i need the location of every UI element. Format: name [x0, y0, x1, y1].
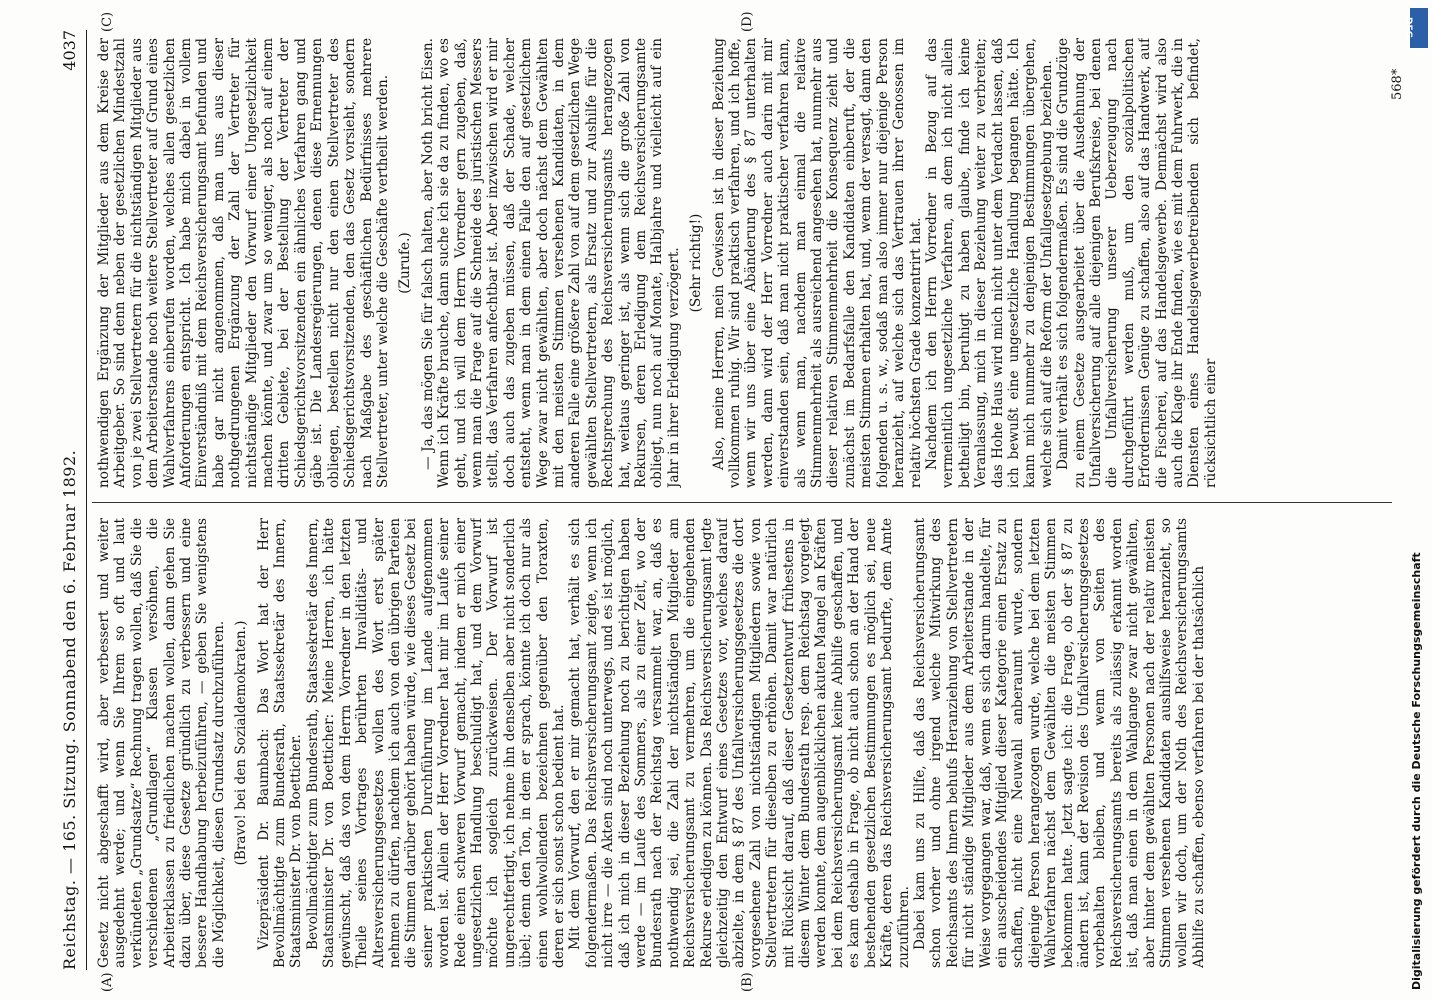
paragraph: nothwendigen Ergänzung der Mitglieder aus dem Kreise der Arbeitgeber. So sind denn neben der gesetzlichen Mindestzahl von je zwei Stellvertretern für die nichtständigen Mitglieder aus dem Arbeiterstande noch weitere Stellvertreter auf Grund eines Wahlverfahrens einberufen worden, welches allen gesetzlichen Anforderungen entspricht. Ich habe mich dabei in vollem Einverständniß mit dem Reichsversicherungsamt befunden und habe gar nicht angenommen, daß man uns aus dieser nothgedrungenen Ergänzung der Zahl der Vertreter für nichtständige Mitglieder den Vorwurf einer Ungesetzlichkeit machen könnte, und zwar um so weniger, als noch auf einem dritten Gebiete, bei der Bestellung der Vertreter der Schiedsgerichtsvorsitzenden ein ähnliches Verfahren gang und gäbe ist. Die Landesregierungen, denen diese Ernennungen obliegen, bestellen nicht nur den einen Stellvertreter des Schiedsgerichtsvorsitzenden, den das Gesetz vorsieht, sondern nach Maßgabe des geschäftlichen Bedürfnisses mehrere Stellvertreter, unter welche die Geschäfte vertheilt werden.: [96, 38, 391, 488]
margin-marker-d: (D): [740, 11, 755, 32]
header-rule: [86, 30, 87, 970]
paragraph: Dabei kam uns zu Hilfe, daß das Reichsversicherungsamt schon vorher und ohne irgend welche Mitwirkung des Reichsamts des Innern behufs Heranziehung von Stellvertretern für nicht ständige Mitglieder aus dem Arbeiterstande in der Weise vorgegangen war, daß, wenn es sich darum handelte, für ein ausscheidendes Mitglied dieser Kategorie einen Ersatz zu schaffen, nicht eine Neuwahl anberaumt wurde, sondern diejenige Person herangezogen wurde, welche bei dem letzten Wahlverfahren nächst dem Gewählten die meisten Stimmen bekommen hatte. Jetzt sagte ich: die Frage, ob der § 87 zu ändern ist, kann der Revision des Unfallversicherungsgesetzes vorbehalten bleiben, und wenn von Seiten des Reichsversicherungsamts bereits als zulässig erkannt worden ist, daß man einen in dem Wahlgange zwar nicht gewählten, aber hinter dem gewählten Personen nach der relativ meisten Stimmen versehenen Kandidaten aushilfsweise heranzieht, so wollen wir doch, um der Noth des Reichsversicherungsamts Abhilfe zu schaffen, ebenso verfahren bei der thatsächlich: [911, 518, 1207, 968]
sheet-signature: 568*: [1390, 68, 1405, 100]
margin-marker-b: (B): [740, 972, 755, 992]
column-divider: [92, 502, 1392, 503]
paragraph: Damit verhält es sich folgendermaßen. Es sind die Grundzüge zu einem Gesetze ausgearbeitet über die Ausdehnung der Unfallversicherung auf alle diejenigen Berufskreise, bei denen die Unfallversicherung unserer Ueberzeugung nach durchgeführt werden muß, um den sozialpolitischen Erfordernissen Genüge zu schaffen, also auf das Handwerk, auf die Fischerei, auf das Handelsgewerbe. Demnächst wird also auch die Klage ihr Ende finden, wie es mit dem Fuhrwerk, die in Diensten eines Handelsgewerbetreibenden sich befindet, rücksichtlich einer: [1055, 38, 1219, 488]
approval-note: (Sehr richtig!): [688, 213, 705, 313]
paragraph: Mit dem Vorwurf, den er mir gemacht hat, verhält es sich folgendermaßen. Das Reichsversicherungsamt zeigte, wenn ich nicht irre — die Akten sind noch unterwegs, und es ist möglich, daß ich mich in dieser Beziehung noch zu berichtigen haben werde — im Laufe des Sommers, als zu einer Zeit, wo der Bundesrath nach der Reichstag versammelt war, an, daß es nothwendig sei, die Zahl der nichtständigen Mitglieder am Reichsversicherungsamt zu vermehren, um die eingehenden Rekurse erledigen zu können. Das Reichsversicherungsamt legte gleichzeitig den Entwurf eines Gesetzes vor, welches darauf abzielte, in dem § 87 des Unfallversicherungsgesetzes die dort vorgesehene Zahl von nichtständigen Mitgliedern sowie von Stellvertretern für dieselben zu erhöhen. Damit war natürlich mit Rücksicht darauf, daß dieser Gesetzentwurf frühestens in diesem Winter dem Bundesrath resp. dem Reichstag vorgelegt werden konnte, dem augenblicklichen akuten Mangel an Kräften bei dem Reichsversicherungsamt keine Abhilfe geschaffen, und es kam deshalb in Frage, ob nicht auch schon an der Hand der bestehenden gesetzlichen Bestimmungen es möglich sei, neue Kräfte, deren das Reichsversicherungsamt bedurfte, dem Amte zuzuführen.: [567, 518, 912, 968]
paragraph: — Ja, das mögen Sie für falsch halten, aber Noth bricht Eisen. Wenn ich Kräfte brauche, dann suche ich sie da zu finden, wo es geht, und ich will dem Herrn Vorredner gern zugeben, daß, wenn man die Frage auf die Schneide des juristischen Messers stellt, das Verfahren anfechtbar ist. Aber inzwischen wird er mir doch auch das zugeben müssen, daß der Schade, welcher entsteht, wenn man in dem einen Falle den auf gesetzlichem Wege zwar nicht gewählten, aber doch nächst dem Gewählten mit den meisten Stimmen versehenen Kandidaten, in dem anderen Falle eine größere Zahl von auf dem gesetzlichen Wege gewählten Stellvertretern, als Ersatz und zur Aushilfe für die Rechtsprechung des Reichsversicherungsamts herangezogen hat, weitaus geringer ist, als wenn sich die große Zahl von Rekursen, deren Erledigung dem Reichsversicherungsamte obliegt, nun noch auf Monate, Halbjahre und vielleicht auf ein Jahr in ihrer Erledigung verzögert.: [419, 38, 682, 488]
page-header: [60, 30, 82, 970]
interjection-note: (Zurufe.): [397, 232, 414, 294]
header-title: Reichstag. — 165. Sitzung. Sonnabend den 6. Februar 1892.: [60, 449, 79, 970]
paragraph-speaker-intro: Vizepräsident Dr. Baumbach: Das Wort hat der Herr Bevollmächtigte zum Bundesrath, Staatssekretär des Innern, Staatsminister Dr. von Boetticher.: [255, 518, 305, 968]
digitization-banner: [1403, 0, 1432, 1000]
margin-marker-c: (C): [100, 11, 115, 32]
digitization-credit: Digitalisierung gefördert durch die Deutsche Forschungsgemeinschaft: [1410, 552, 1423, 990]
paragraph: Gesetz nicht abgeschafft wird, aber verbessert und weiter ausgedehnt werde; und wenn Sie Ihrem so oft und laut verkündeten „Grundsatze“ Rechnung tragen wollen, daß Sie die verschiedenen „Grundlagen“ Klassen versöhnen, die Arbeiterklassen zu friedlichen machen wollen, dann gehen Sie dazu über, diese Gesetze gründlich zu verbessern und eine bessere Handhabung herbeizuführen, — geben Sie wenigstens die Möglichkeit, diesen Grundsatz durchzuführen.: [96, 518, 227, 968]
applause-note: (Bravo! bei den Sozialdemokraten.): [233, 620, 250, 866]
margin-marker-a: (A): [100, 972, 115, 992]
paragraph: Also, meine Herren, mein Gewissen ist in dieser Beziehung vollkommen ruhig. Wir sind praktisch verfahren, und ich hoffe, wenn wir uns über eine Abänderung des § 87 unterhalten werden, dann wird der Herr Vorredner auch darin mit mir einverstanden sein, daß man nicht praktischer verfahren kann, als wenn man, nachdem man einmal die relative Stimmenmehrheit als ausreichend angesehen hat, nunmehr aus dieser relativen Stimmenmehrheit die Konsequenz zieht und zunächst im Bedarfsfalle den Kandidaten einberuft, der die meisten Stimmen erhalten hat, und, wenn der versagt, dann den folgenden u. s. w., sodaß man also immer nur diejenige Person heranzieht, auf welche sich das Vertrauen ihrer Genossen im relativ höchsten Grade konzentrirt hat.: [710, 38, 924, 488]
paragraph: Nachdem ich den Herrn Vorredner in Bezug auf das vermeintlich ungesetzliche Verfahren, an dem ich nicht allein betheiligt bin, beruhigt zu haben glaube, finde ich keine Veranlassung, mich in dieser Beziehung weiter zu verbreiten; das Hohe Haus wird mich nicht unter dem Verdacht lassen, daß ich bewußt eine ungesetzliche Handlung begangen hätte. Ich kann mich nunmehr zu denjenigen Bestimmungen übergehen, welche sich auf die Reform der Unfallgesetzgebung beziehen.: [923, 38, 1055, 488]
text-column-right: [96, 38, 1396, 488]
paragraph: Bevollmächtigter zum Bundesrath, Staatssekretär des Innern, Staatsminister Dr. von Boetticher: Meine Herren, ich hätte gewünscht, daß das von dem Herrn Vorredner in den letzten Theile seines Vortrages berührten Invaliditäts- und Altersversicherungsgesetzes wollen des Wort erst später nehmen zu dürfen, nachdem ich auch von den übrigen Parteien die Stimmen darüber gehört haben würde, wie dieses Gesetz bei seiner praktischen Durchführung im Lande aufgenommen worden ist. Allein der Herr Vorredner hat mir im Laufe seiner Rede einen schweren Vorwurf gemacht, indem er mich einer ungesetzlichen Handlung beschuldigt hat, und dem Vorwurf möchte ich sogleich zurückweisen. Der Vorwurf ist ungerechtfertigt, ich nehme ihn denselben aber nicht sonderlich übel; denn den Ton, in dem er sprach, könnte ich doch nur als einen wohlwollenden bezeichnen gegenüber den Toraxten, deren er sich sonst schon bedient hat.: [304, 518, 567, 968]
text-column-left: [96, 518, 1396, 968]
dfg-logo: DFG: [1410, 8, 1428, 48]
page-number: 4037: [60, 30, 79, 71]
